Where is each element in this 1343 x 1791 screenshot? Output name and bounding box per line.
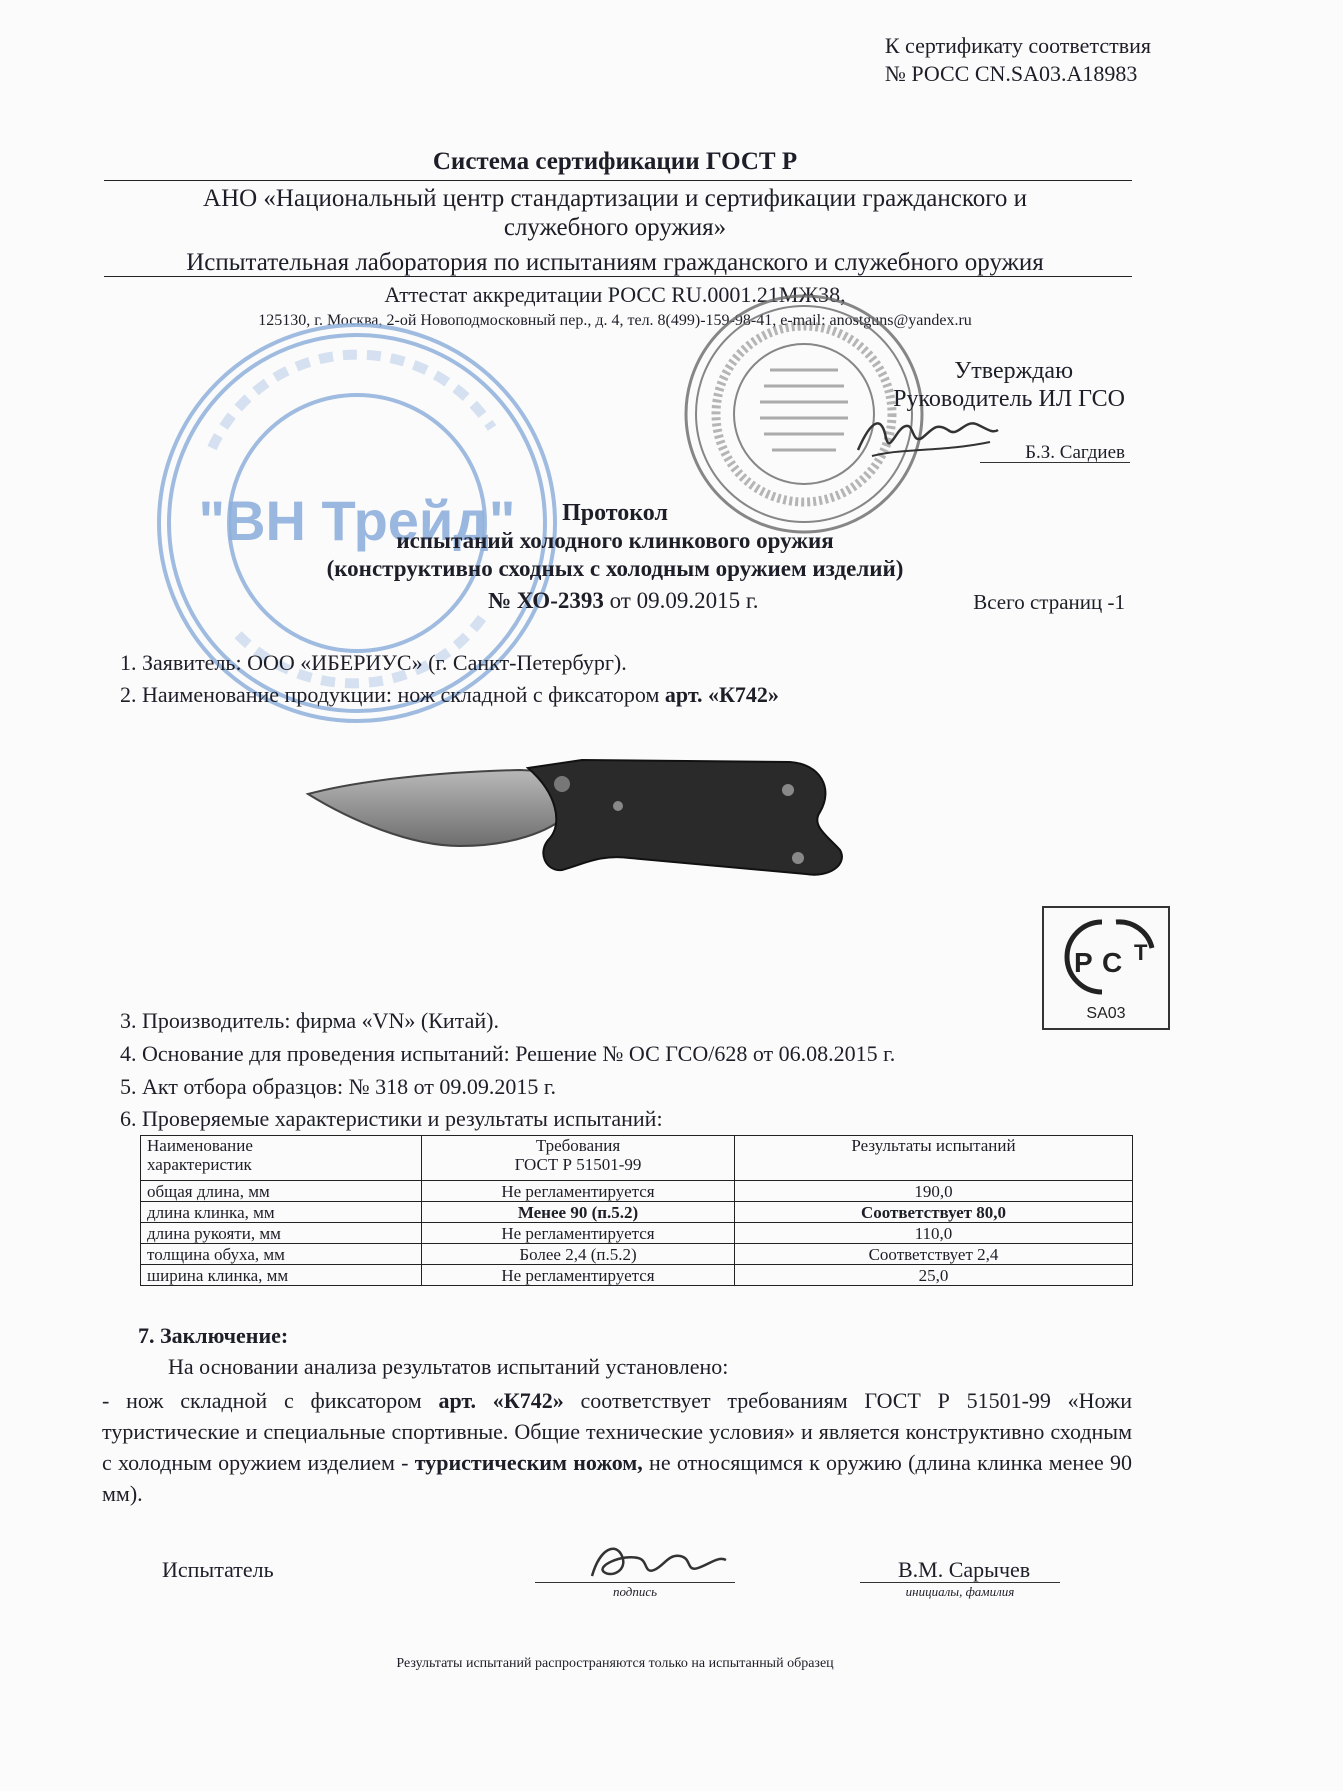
certificate-reference: [885, 32, 1151, 88]
protocol-subtitle: испытаний холодного клинкового оружия: [396, 528, 834, 553]
item-sampling-act: 5. Акт отбора образцов: № 318 от 09.09.2015 г.: [120, 1074, 556, 1099]
row-requirement: Не регламентируется: [422, 1223, 735, 1244]
protocol-number-code: № ХО-2393: [488, 588, 604, 613]
tester-name: В.М. Сарычев: [898, 1557, 1031, 1582]
item-product-label: 2. Наименование продукции: нож складной с фиксатором: [120, 682, 665, 707]
conclusion-text: [102, 1385, 1132, 1509]
protocol-subtitle-note: (конструктивно сходных с холодным оружием изделий): [326, 556, 904, 581]
approval-label: Утверждаю: [954, 358, 1073, 384]
name-caption: инициалы, фамилия: [905, 1584, 1015, 1599]
svg-text:С: С: [1102, 947, 1123, 978]
organization-name-line2: служебного оружия»: [503, 214, 727, 241]
row-result: 110,0: [735, 1223, 1133, 1244]
certificate-reference-line1: К сертификату соответствия: [884, 33, 1151, 58]
row-requirement: Не регламентируется: [422, 1265, 735, 1286]
conclusion-part1: - нож складной с фиксатором: [102, 1388, 439, 1413]
conclusion-part2: соответствует требованиям ГОСТ Р 51501-99 «Ножи туристические и специальные спортивные. Общие технические условия» и является конструктивно сходным с холодным оружием изделием -: [102, 1388, 1132, 1475]
signature-caption: подпись: [612, 1584, 658, 1599]
header-requirements-line1: Требования: [535, 1136, 621, 1155]
certificate-reference-number: № РОСС CN.SA03.A18983: [884, 61, 1138, 86]
name-line: [860, 1582, 1060, 1583]
item-test-basis: 4. Основание для проведения испытаний: Решение № ОС ГСО/628 от 06.08.2015 г.: [120, 1041, 896, 1066]
conclusion-part3: не относящимся к оружию (длина клинка менее 90 мм).: [102, 1450, 1132, 1506]
approval-position: Руководитель ИЛ ГСО: [893, 386, 1125, 412]
system-title: Система сертификации ГОСТ Р: [432, 148, 798, 175]
page-count: Всего страниц -1: [973, 590, 1125, 614]
item-applicant: 1. Заявитель: ООО «ИБЕРИУС» (г. Санкт-Петербург).: [120, 650, 627, 675]
table-header-row: [141, 1136, 1133, 1181]
protocol-title: Протокол: [562, 500, 668, 526]
results-table: [140, 1135, 1133, 1286]
footer-note: Результаты испытаний распространяются только на испытанный образец: [396, 1656, 834, 1671]
approval-signature: [852, 408, 1002, 464]
svg-text:Т: Т: [1134, 940, 1148, 965]
row-result: Соответствует 2,4: [735, 1244, 1133, 1265]
organization-name: [100, 184, 1130, 242]
table-row: [141, 1181, 1133, 1202]
protocol-number: [488, 588, 758, 614]
item-product: [120, 682, 779, 708]
company-stamp-text: "ВН Трейд": [198, 489, 516, 552]
row-characteristic: общая длина, мм: [141, 1181, 422, 1202]
approval-name: Б.З. Сагдиев: [1025, 442, 1125, 463]
signature-line: [535, 1582, 735, 1583]
row-characteristic: длина рукояти, мм: [141, 1223, 422, 1244]
organization-name-line1: АНО «Национальный центр стандартизации и сертификации гражданского и: [203, 185, 1027, 212]
header-requirements-line2: ГОСТ Р 51501-99: [514, 1155, 642, 1174]
conclusion-article: арт. «К742»: [438, 1388, 564, 1413]
item-product-article: арт. «К742»: [664, 682, 779, 707]
row-result: Соответствует 80,0: [735, 1202, 1133, 1223]
gost-mark-code: SA03: [1086, 1005, 1126, 1022]
row-result: 190,0: [735, 1181, 1133, 1202]
row-requirement: Не регламентируется: [422, 1181, 735, 1202]
header-characteristic-line2: характеристик: [147, 1155, 252, 1174]
tester-label: Испытатель: [162, 1557, 274, 1582]
item-manufacturer: 3. Производитель: фирма «VN» (Китай).: [120, 1008, 499, 1033]
table-row: [141, 1223, 1133, 1244]
row-result: 25,0: [735, 1265, 1133, 1286]
header-characteristic: [141, 1136, 422, 1181]
header-divider-top: [104, 180, 1132, 181]
conclusion-title: 7. Заключение:: [138, 1323, 289, 1348]
laboratory-name: Испытательная лаборатория по испытаниям гражданского и служебного оружия: [186, 249, 1044, 276]
conclusion-emphasis: туристическим ножом,: [414, 1450, 643, 1475]
gost-r-conformity-mark: [1042, 906, 1170, 1030]
table-row: [141, 1244, 1133, 1265]
svg-text:Р: Р: [1074, 947, 1093, 978]
knife-photo: [300, 754, 930, 884]
header-characteristic-line1: Наименование: [147, 1136, 253, 1155]
header-requirements: [422, 1136, 735, 1181]
conclusion-lead: На основании анализа результатов испытаний установлено:: [168, 1354, 729, 1379]
row-characteristic: длина клинка, мм: [141, 1202, 422, 1223]
header-results: Результаты испытаний: [735, 1136, 1133, 1181]
tester-signature: [582, 1536, 732, 1588]
row-characteristic: толщина обуха, мм: [141, 1244, 422, 1265]
gost-r-logo-icon: [1044, 908, 1168, 1028]
accreditation-certificate: Аттестат аккредитации РОСС RU.0001.21МЖ38,: [384, 282, 846, 307]
row-requirement: Менее 90 (п.5.2): [422, 1202, 735, 1223]
table-row: [141, 1202, 1133, 1223]
protocol-date: от 09.09.2015 г.: [603, 588, 759, 613]
laboratory-address: 125130, г. Москва, 2-ой Новоподмосковный пер., д. 4, тел. 8(499)-159-98-41, e-mail: anostguns@yandex.ru: [258, 312, 972, 329]
header-divider-bottom: [104, 276, 1132, 277]
item-characteristics: 6. Проверяемые характеристики и результаты испытаний:: [120, 1106, 663, 1131]
table-row: [141, 1265, 1133, 1286]
row-requirement: Более 2,4 (п.5.2): [422, 1244, 735, 1265]
row-characteristic: ширина клинка, мм: [141, 1265, 422, 1286]
